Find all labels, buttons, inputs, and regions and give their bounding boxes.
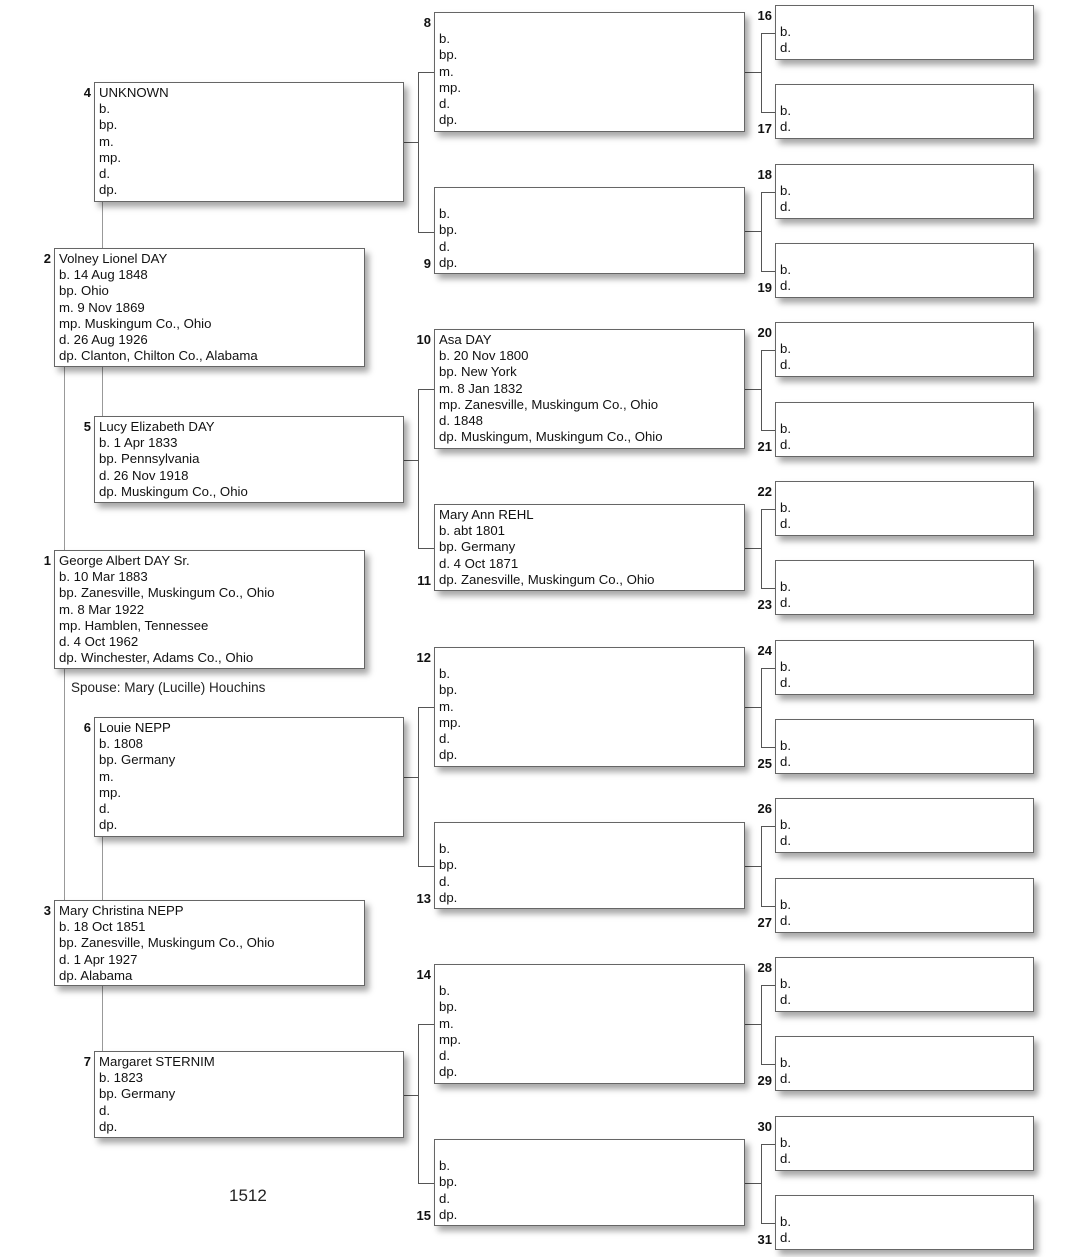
- person-fact: dp.: [439, 889, 458, 905]
- connector-line: [418, 707, 434, 708]
- connector-line: [761, 350, 762, 431]
- person-fact: d.: [780, 40, 791, 56]
- person-name: Margaret STERNIM: [99, 1054, 215, 1069]
- person-details: [59, 251, 258, 364]
- person-box-25[interactable]: [775, 719, 1034, 774]
- person-box-22[interactable]: [775, 481, 1034, 536]
- person-name: [780, 801, 791, 817]
- person-box-31[interactable]: [775, 1195, 1034, 1250]
- person-box-23[interactable]: [775, 560, 1034, 615]
- person-details: [99, 1054, 215, 1135]
- person-fact: b. 14 Aug 1848: [59, 267, 148, 283]
- person-fact: dp.: [439, 747, 458, 763]
- person-name: Louie NEPP: [99, 720, 171, 735]
- ahnentafel-number: 15: [416, 1208, 431, 1223]
- person-name: [780, 1119, 791, 1135]
- person-fact: dp.: [99, 182, 118, 198]
- ahnentafel-number: 10: [416, 332, 431, 347]
- ahnentafel-number: 22: [757, 484, 772, 499]
- person-fact: bp.: [439, 857, 458, 873]
- person-fact: d.: [780, 199, 791, 215]
- ahnentafel-number: 11: [417, 573, 431, 588]
- ahnentafel-number: 3: [43, 903, 51, 918]
- person-fact: bp. Zanesville, Muskingum Co., Ohio: [59, 935, 275, 951]
- ahnentafel-number: 31: [757, 1232, 772, 1247]
- person-name: [780, 167, 791, 183]
- connector-line: [761, 33, 762, 113]
- connector-line: [418, 1024, 419, 1184]
- person-fact: d. 26 Aug 1926: [59, 331, 148, 347]
- person-details: [780, 563, 791, 612]
- person-box-3[interactable]: [54, 900, 365, 986]
- person-fact: bp.: [439, 1174, 458, 1190]
- connector-line: [745, 231, 761, 232]
- connector-line: [761, 1064, 775, 1065]
- person-details: [439, 15, 461, 128]
- chart-number: 1512: [229, 1186, 267, 1205]
- person-details: [780, 1119, 791, 1168]
- ahnentafel-number: 12: [416, 650, 431, 665]
- person-box-12[interactable]: [434, 647, 745, 767]
- person-box-29[interactable]: [775, 1036, 1034, 1091]
- person-name: Lucy Elizabeth DAY: [99, 419, 215, 434]
- person-fact: bp. New York: [439, 364, 517, 380]
- ahnentafel-number: 18: [757, 167, 772, 182]
- ahnentafel-number: 4: [83, 85, 91, 100]
- person-name: [439, 650, 461, 666]
- person-fact: mp.: [439, 714, 461, 730]
- connector-line: [761, 509, 775, 510]
- connector-line: [761, 826, 762, 907]
- person-fact: b.: [780, 579, 791, 595]
- person-details: [780, 960, 791, 1009]
- person-fact: m.: [99, 133, 114, 149]
- person-fact: b.: [780, 976, 791, 992]
- connector-line: [404, 460, 418, 461]
- person-fact: d.: [780, 119, 791, 135]
- connector-line: [102, 986, 103, 1051]
- person-details: [780, 881, 791, 930]
- ahnentafel-number: 13: [416, 891, 431, 906]
- person-fact: b.: [780, 738, 791, 754]
- person-fact: dp. Muskingum Co., Ohio: [99, 483, 248, 499]
- person-fact: m.: [439, 1015, 454, 1031]
- person-name: [780, 87, 791, 103]
- ahnentafel-number: 9: [423, 256, 431, 271]
- connector-line: [761, 985, 775, 986]
- person-fact: mp.: [99, 784, 121, 800]
- person-fact: bp. Zanesville, Muskingum Co., Ohio: [59, 585, 275, 601]
- person-details: [780, 246, 791, 295]
- connector-line: [418, 72, 419, 233]
- person-fact: d.: [99, 800, 110, 816]
- person-fact: dp.: [99, 817, 118, 833]
- ahnentafel-number: 14: [416, 967, 431, 982]
- person-name: George Albert DAY Sr.: [59, 553, 190, 568]
- person-fact: d. 26 Nov 1918: [99, 467, 189, 483]
- ahnentafel-number: 28: [757, 960, 772, 975]
- person-box-28[interactable]: [775, 957, 1034, 1012]
- connector-line: [761, 112, 775, 113]
- person-fact: b.: [780, 183, 791, 199]
- person-details: [439, 825, 457, 906]
- person-box-18[interactable]: [775, 164, 1034, 219]
- person-details: [780, 325, 791, 374]
- person-fact: b.: [780, 1135, 791, 1151]
- person-box-10[interactable]: [434, 329, 745, 449]
- person-fact: b. 1 Apr 1833: [99, 435, 178, 451]
- person-name: [439, 825, 457, 841]
- person-fact: b.: [780, 421, 791, 437]
- person-fact: d.: [780, 1230, 791, 1246]
- person-fact: dp. Clanton, Chilton Co., Alabama: [59, 348, 258, 364]
- person-box-13[interactable]: [434, 822, 745, 909]
- person-details: [780, 405, 791, 454]
- person-fact: b.: [439, 206, 450, 222]
- connector-line: [418, 389, 419, 549]
- person-details: [439, 507, 655, 588]
- person-details: [59, 553, 275, 666]
- person-fact: b.: [780, 103, 791, 119]
- person-fact: bp. Germany: [439, 539, 516, 555]
- connector-line: [64, 367, 65, 550]
- connector-line: [761, 906, 775, 907]
- person-name: Volney Lionel DAY: [59, 251, 168, 266]
- person-fact: b.: [439, 666, 450, 682]
- person-fact: d.: [439, 1047, 450, 1063]
- person-fact: b.: [780, 341, 791, 357]
- connector-line: [745, 1024, 761, 1025]
- person-details: [439, 332, 663, 445]
- person-fact: d.: [99, 165, 110, 181]
- person-fact: dp.: [439, 254, 458, 270]
- person-details: [780, 1198, 791, 1247]
- person-details: [780, 801, 791, 850]
- person-fact: b.: [780, 262, 791, 278]
- person-details: [780, 1039, 791, 1088]
- ahnentafel-number: 25: [757, 756, 772, 771]
- person-details: [99, 419, 248, 500]
- ahnentafel-number: 26: [757, 801, 772, 816]
- connector-line: [404, 1095, 418, 1096]
- person-box-27[interactable]: [775, 878, 1034, 933]
- person-fact: mp. Hamblen, Tennessee: [59, 617, 209, 633]
- person-details: [99, 85, 169, 198]
- ahnentafel-number: 2: [43, 251, 51, 266]
- person-fact: d.: [439, 730, 450, 746]
- person-fact: b. 1823: [99, 1070, 143, 1086]
- person-name: [780, 325, 791, 341]
- connector-line: [418, 548, 434, 549]
- person-box-15[interactable]: [434, 1139, 745, 1226]
- person-box-6[interactable]: [94, 717, 404, 837]
- person-name: [780, 722, 791, 738]
- person-box-2[interactable]: [54, 248, 365, 367]
- person-name: [780, 1198, 791, 1214]
- person-fact: b.: [780, 897, 791, 913]
- person-box-16[interactable]: [775, 5, 1034, 60]
- connector-line: [761, 985, 762, 1065]
- person-box-19[interactable]: [775, 243, 1034, 298]
- person-name: [780, 1039, 791, 1055]
- connector-line: [761, 668, 775, 669]
- person-box-30[interactable]: [775, 1116, 1034, 1171]
- connector-line: [102, 837, 103, 900]
- person-details: [780, 8, 791, 57]
- person-box-4[interactable]: [94, 82, 404, 202]
- person-fact: dp. Alabama: [59, 967, 133, 983]
- ahnentafel-number: 1: [43, 553, 51, 568]
- person-fact: b.: [780, 24, 791, 40]
- connector-line: [761, 1223, 775, 1224]
- connector-line: [761, 1144, 762, 1224]
- person-name: [439, 15, 461, 31]
- connector-line: [404, 142, 418, 143]
- ahnentafel-number: 21: [757, 439, 772, 454]
- person-fact: dp.: [439, 112, 458, 128]
- person-fact: b. 10 Mar 1883: [59, 569, 148, 585]
- connector-line: [761, 826, 775, 827]
- person-fact: bp. Germany: [99, 1086, 176, 1102]
- person-name: UNKNOWN: [99, 85, 169, 100]
- person-fact: d. 4 Oct 1871: [439, 555, 519, 571]
- person-fact: bp.: [439, 222, 458, 238]
- person-details: [439, 650, 461, 763]
- person-details: [439, 967, 461, 1080]
- person-details: [780, 484, 791, 533]
- person-fact: d. 1848: [439, 412, 483, 428]
- person-fact: b.: [439, 841, 450, 857]
- connector-line: [418, 232, 434, 233]
- ahnentafel-number: 19: [757, 280, 772, 295]
- connector-line: [761, 588, 775, 589]
- person-fact: b. 18 Oct 1851: [59, 919, 146, 935]
- person-box-1[interactable]: [54, 550, 365, 669]
- person-fact: mp.: [439, 1031, 461, 1047]
- person-fact: dp.: [439, 1206, 458, 1222]
- person-fact: dp. Zanesville, Muskingum Co., Ohio: [439, 571, 655, 587]
- connector-line: [64, 669, 65, 900]
- person-fact: dp. Muskingum, Muskingum Co., Ohio: [439, 429, 663, 445]
- connector-line: [761, 509, 762, 589]
- connector-line: [102, 367, 103, 416]
- person-box-11[interactable]: [434, 504, 745, 591]
- connector-line: [761, 33, 775, 34]
- person-details: [780, 167, 791, 216]
- connector-line: [418, 707, 419, 867]
- person-fact: d.: [780, 1071, 791, 1087]
- connector-line: [418, 389, 434, 390]
- person-fact: bp. Ohio: [59, 283, 109, 299]
- person-name: [439, 967, 461, 983]
- person-fact: d.: [780, 357, 791, 373]
- person-fact: m. 9 Nov 1869: [59, 299, 145, 315]
- person-fact: bp. Germany: [99, 752, 176, 768]
- ahnentafel-number: 5: [83, 419, 91, 434]
- person-fact: d.: [439, 95, 450, 111]
- person-name: [780, 484, 791, 500]
- person-fact: d.: [780, 595, 791, 611]
- connector-line: [745, 72, 761, 73]
- person-fact: m.: [439, 63, 454, 79]
- person-fact: b.: [99, 101, 110, 117]
- person-fact: m.: [99, 768, 114, 784]
- person-box-17[interactable]: [775, 84, 1034, 139]
- person-name: [780, 405, 791, 421]
- person-fact: bp.: [439, 682, 458, 698]
- person-fact: mp. Muskingum Co., Ohio: [59, 315, 212, 331]
- ahnentafel-number: 23: [757, 597, 772, 612]
- person-box-8[interactable]: [434, 12, 745, 132]
- connector-line: [418, 1024, 434, 1025]
- person-fact: d.: [780, 992, 791, 1008]
- person-fact: b.: [780, 1055, 791, 1071]
- connector-line: [404, 777, 418, 778]
- person-fact: b.: [780, 500, 791, 516]
- person-fact: bp.: [439, 999, 458, 1015]
- person-name: [780, 246, 791, 262]
- connector-line: [761, 192, 775, 193]
- person-box-14[interactable]: [434, 964, 745, 1084]
- person-fact: d.: [780, 1151, 791, 1167]
- person-details: [780, 643, 791, 692]
- person-name: [780, 881, 791, 897]
- ahnentafel-number: 8: [423, 15, 431, 30]
- person-fact: bp.: [439, 47, 458, 63]
- ahnentafel-number: 7: [83, 1054, 91, 1069]
- person-details: [99, 720, 175, 833]
- person-fact: d.: [780, 675, 791, 691]
- person-fact: mp. Zanesville, Muskingum Co., Ohio: [439, 396, 659, 412]
- ahnentafel-number: 27: [757, 915, 772, 930]
- person-fact: b. abt 1801: [439, 523, 505, 539]
- connector-line: [418, 1183, 434, 1184]
- person-fact: d.: [439, 873, 450, 889]
- ahnentafel-number: 30: [757, 1119, 772, 1134]
- person-box-24[interactable]: [775, 640, 1034, 695]
- person-fact: d.: [439, 1190, 450, 1206]
- person-fact: mp.: [99, 149, 121, 165]
- person-fact: m. 8 Mar 1922: [59, 601, 145, 617]
- connector-line: [761, 430, 775, 431]
- ahnentafel-number: 16: [757, 8, 772, 23]
- person-fact: bp. Pennsylvania: [99, 451, 200, 467]
- person-fact: d. 1 Apr 1927: [59, 951, 138, 967]
- person-fact: d.: [780, 516, 791, 532]
- connector-line: [418, 866, 434, 867]
- person-name: [439, 1142, 457, 1158]
- person-fact: b.: [780, 1214, 791, 1230]
- person-name: [780, 8, 791, 24]
- ahnentafel-number: 6: [83, 720, 91, 735]
- person-name: Mary Christina NEPP: [59, 903, 184, 918]
- person-name: [780, 563, 791, 579]
- person-box-26[interactable]: [775, 798, 1034, 853]
- person-fact: b.: [439, 1158, 450, 1174]
- person-fact: d.: [99, 1102, 110, 1118]
- person-details: [780, 87, 791, 136]
- person-fact: b.: [439, 31, 450, 47]
- person-name: Asa DAY: [439, 332, 492, 347]
- person-box-5[interactable]: [94, 416, 404, 503]
- person-details: [59, 903, 275, 984]
- person-details: [439, 1142, 457, 1223]
- connector-line: [761, 668, 762, 748]
- person-name: [439, 190, 457, 206]
- person-fact: dp.: [439, 1064, 458, 1080]
- person-fact: d.: [780, 913, 791, 929]
- person-fact: mp.: [439, 79, 461, 95]
- person-box-9[interactable]: [434, 187, 745, 274]
- person-name: [780, 960, 791, 976]
- spouse-line: Spouse: Mary (Lucille) Houchins: [71, 680, 266, 695]
- person-fact: m.: [439, 698, 454, 714]
- connector-line: [745, 866, 761, 867]
- person-fact: b.: [780, 817, 791, 833]
- connector-line: [761, 192, 762, 272]
- ahnentafel-number: 20: [757, 325, 772, 340]
- person-fact: b.: [780, 659, 791, 675]
- ahnentafel-number: 17: [757, 121, 772, 136]
- person-box-7[interactable]: [94, 1051, 404, 1138]
- connector-line: [745, 1183, 761, 1184]
- connector-line: [761, 747, 775, 748]
- connector-line: [418, 72, 434, 73]
- person-name: [780, 643, 791, 659]
- person-fact: d.: [439, 238, 450, 254]
- connector-line: [745, 548, 761, 549]
- person-name: Mary Ann REHL: [439, 507, 534, 522]
- connector-line: [745, 389, 761, 390]
- person-fact: d. 4 Oct 1962: [59, 633, 139, 649]
- person-box-20[interactable]: [775, 322, 1034, 377]
- person-fact: dp. Winchester, Adams Co., Ohio: [59, 650, 254, 666]
- person-box-21[interactable]: [775, 402, 1034, 457]
- connector-line: [761, 1144, 775, 1145]
- person-details: [439, 190, 457, 271]
- person-fact: d.: [780, 754, 791, 770]
- connector-line: [761, 271, 775, 272]
- ahnentafel-number: 29: [757, 1073, 772, 1088]
- person-fact: b. 1808: [99, 736, 143, 752]
- person-fact: b. 20 Nov 1800: [439, 348, 529, 364]
- person-fact: d.: [780, 437, 791, 453]
- person-fact: d.: [780, 833, 791, 849]
- person-details: [780, 722, 791, 771]
- ahnentafel-number: 24: [757, 643, 772, 658]
- connector-line: [102, 202, 103, 248]
- person-fact: b.: [439, 983, 450, 999]
- person-fact: m. 8 Jan 1832: [439, 380, 523, 396]
- person-fact: d.: [780, 278, 791, 294]
- connector-line: [745, 707, 761, 708]
- person-fact: bp.: [99, 117, 118, 133]
- connector-line: [761, 350, 775, 351]
- person-fact: dp.: [99, 1118, 118, 1134]
